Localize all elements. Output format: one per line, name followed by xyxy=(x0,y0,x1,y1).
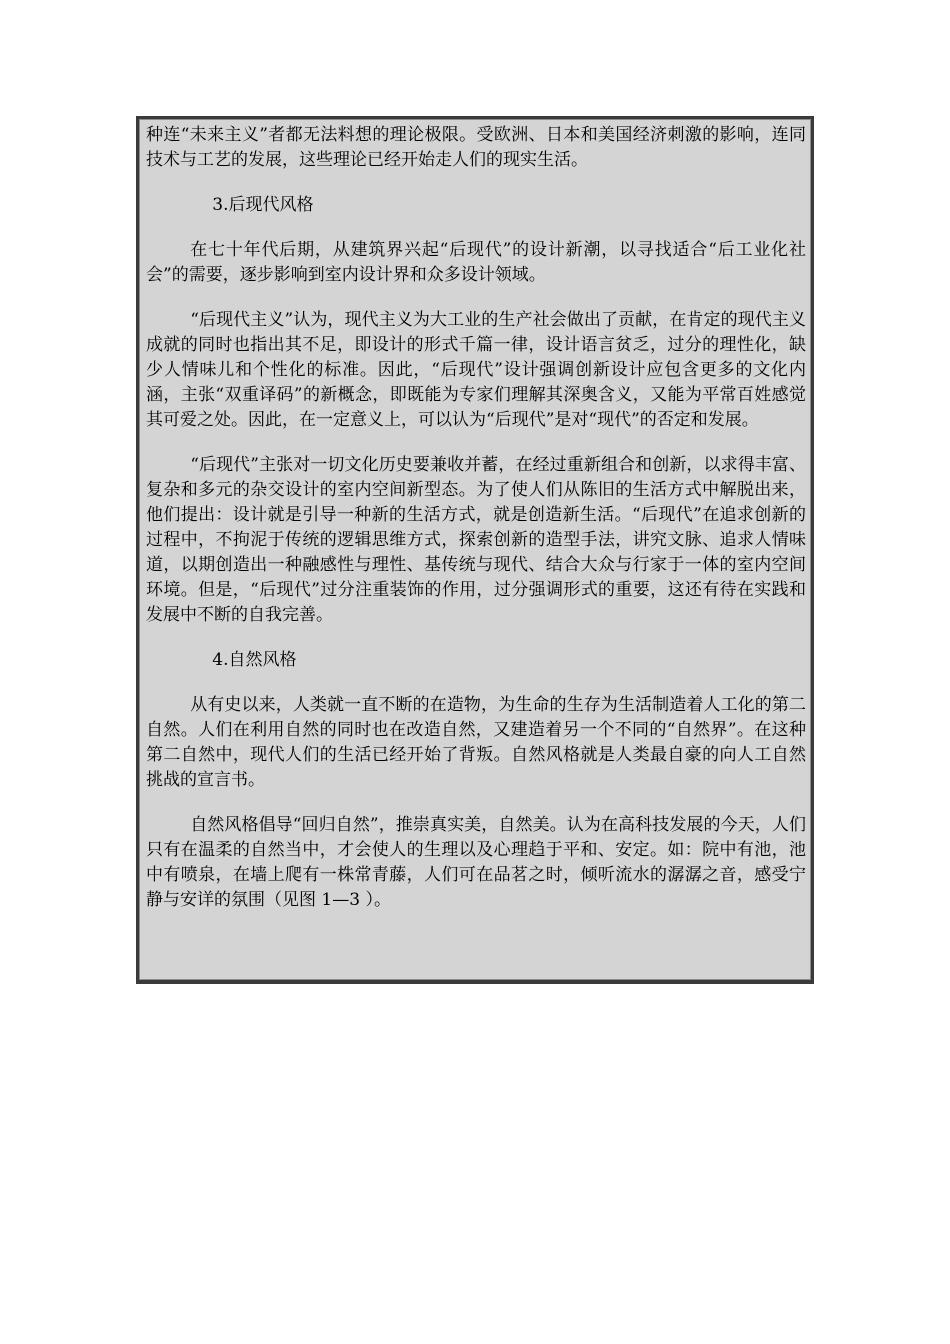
paragraph-postmodernism-view: “后现代主义”认为，现代主义为大工业的生产社会做出了贡献，在肯定的现代主义成就的同时也指出其不足，即设计的形式千篇一律，设计语言贫乏，过分的理性化，缺少人情味儿和个性化的标准。因此，“后现代”设计强调创新设计应包含更多的文化内涵，主张“双重译码”的新概念，即既能为专家们理解其深奥含义，又能为平常百姓感觉其可爱之处。因此，在一定意义上，可以认为“后现代”是对“现代”的否定和发展。 xyxy=(146,310,806,430)
paragraph-continuation: 种连“未来主义”者都无法料想的理论极限。受欧洲、日本和美国经济刺激的影响，连同技术与工艺的发展，这些理论已经开始走人们的现实生活。 xyxy=(146,125,806,170)
paragraph-postmodern-origin: 在七十年代后期，从建筑界兴起“后现代”的设计新潮，以寻找适合“后工业化社会”的需要，逐步影响到室内设计界和众多设计领域。 xyxy=(146,240,806,285)
section-heading-postmodern-style: 3.后现代风格 xyxy=(212,195,314,215)
paragraph-return-to-nature: 自然风格倡导“回归自然”，推崇真实美，自然美。认为在高科技发展的今天，人们只有在温柔的自然当中，才会使人的生理以及心理趋于平和、安定。如：院中有池，池中有喷泉，在墙上爬有一株常青藤，人们可在品茗之时，倾听流水的潺潺之音，感受宁静与安详的氛围（见图 1—3 ）。 xyxy=(146,815,806,910)
document-frame xyxy=(136,116,814,984)
paragraph-second-nature: 从有史以来，人类就一直不断的在造物，为生命的生存为生活制造着人工化的第二自然。人们在利用自然的同时也在改造自然，又建造着另一个不同的“自然界”。在这种第二自然中，现代人们的生活已经开始了背叛。自然风格就是人类最自豪的向人工自然挑战的宣言书。 xyxy=(146,695,806,790)
section-heading-natural-style: 4.自然风格 xyxy=(212,650,297,670)
document-body xyxy=(146,123,806,933)
paragraph-postmodern-claims: “后现代”主张对一切文化历史要兼收并蓄，在经过重新组合和创新，以求得丰富、复杂和多元的杂交设计的室内空间新型态。为了使人们从陈旧的生活方式中解脱出来，他们提出：设计就是引导一种新的生活方式，就是创造新生活。“后现代”在追求创新的过程中，不拘泥于传统的逻辑思维方式，探索创新的造型手法，讲究文脉、追求人情味道，以期创造出一种融感性与理性、基传统与现代、结合大众与行家于一体的室内空间环境。但是，“后现代”过分注重装饰的作用，过分强调形式的重要，这还有待在实践和发展中不断的自我完善。 xyxy=(146,455,806,625)
